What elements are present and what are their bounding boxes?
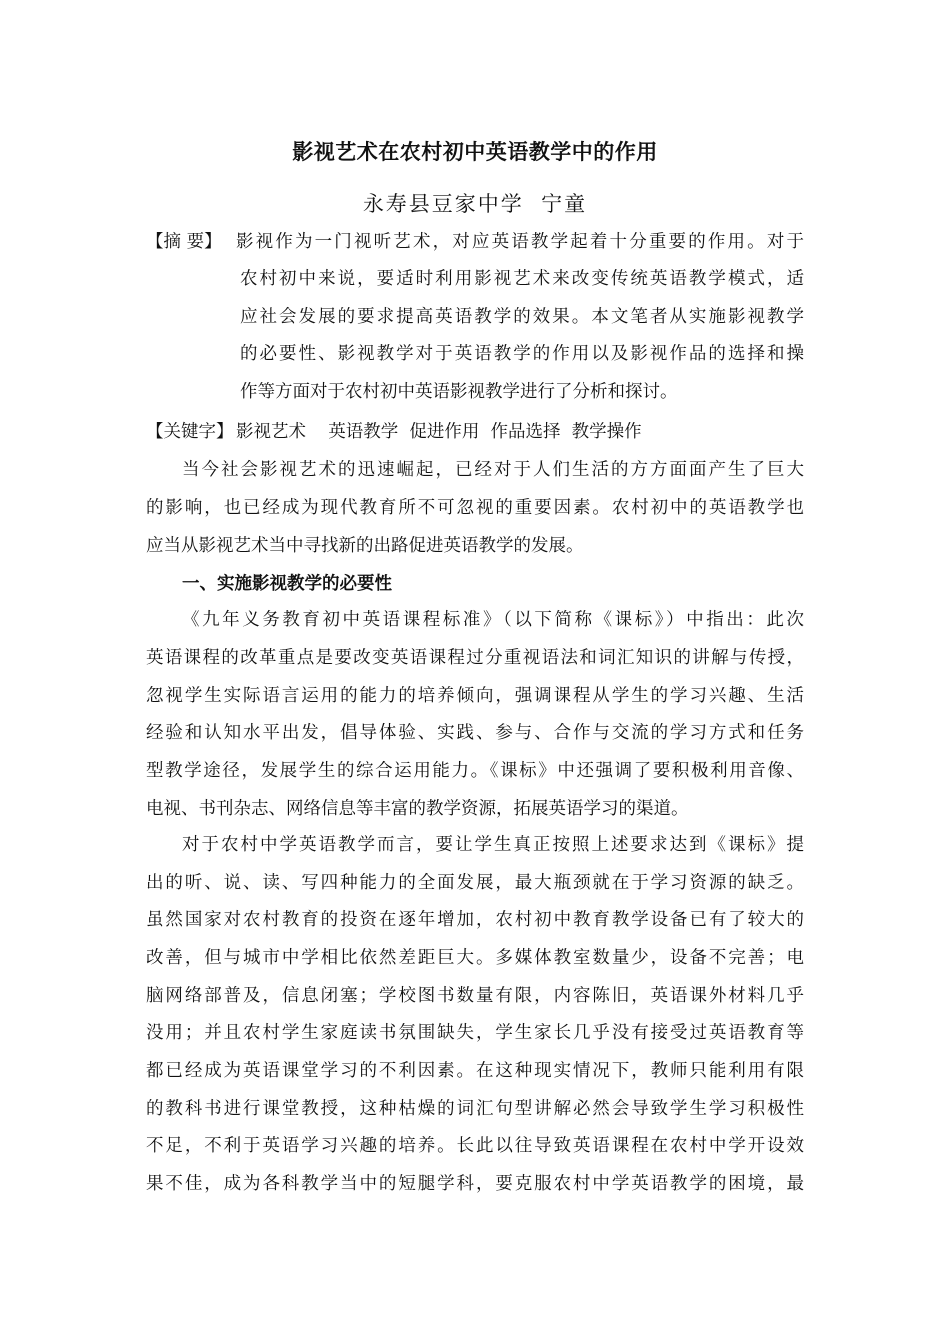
abstract-label: 【摘 要】 <box>146 232 222 252</box>
document-title: 影视艺术在农村初中英语教学中的作用 <box>292 140 658 164</box>
para2-line-3: 虽然国家对农村教育的投资在逐年增加，农村初中教育教学设备已有了较大的 <box>146 910 804 930</box>
para1-line-5: 型教学途径，发展学生的综合运用能力。《课标》中还强调了要积极利用音像、 <box>146 761 804 781</box>
para2-line-8: 的教科书进行课堂教授，这种枯燥的词汇句型讲解必然会导致学生学习积极性 <box>146 1099 804 1119</box>
para2-line-9: 不足，不利于英语学习兴趣的培养。长此以往导致英语课程在农村中学开设效 <box>146 1136 804 1156</box>
abstract-line-5: 作等方面对于农村初中英语影视教学进行了分析和探讨。 <box>240 382 678 402</box>
para2-line-2: 出的听、说、读、写四种能力的全面发展，最大瓶颈就在于学习资源的缺乏。 <box>146 873 804 893</box>
abstract-line-2: 农村初中来说，要适时利用影视艺术来改变传统英语教学模式，适 <box>240 269 804 289</box>
para2-line-1: 对于农村中学英语教学而言，要让学生真正按照上述要求达到《课标》提 <box>182 835 804 855</box>
abstract-line-1: 影视作为一门视听艺术，对应英语教学起着十分重要的作用。对于 <box>236 232 804 252</box>
para2-line-5: 脑网络部普及，信息闭塞；学校图书数量有限，内容陈旧，英语课外材料几乎 <box>146 986 804 1006</box>
para2-line-6: 没用；并且农村学生家庭读书氛围缺失，学生家长几乎没有接受过英语教育等 <box>146 1023 804 1043</box>
para1-line-4: 经验和认知水平出发，倡导体验、实践、参与、合作与交流的学习方式和任务 <box>146 723 804 743</box>
para1-line-2: 英语课程的改革重点是要改变英语课程过分重视语法和词汇知识的讲解与传授， <box>146 648 804 668</box>
para1-line-6: 电视、书刊杂志、网络信息等丰富的教学资源，拓展英语学习的渠道。 <box>146 799 689 819</box>
keywords-label: 【关键字】 <box>146 422 234 442</box>
para2-line-7: 都已经成为英语课堂学习的不利因素。在这种现实情况下，教师只能利用有限 <box>146 1061 804 1081</box>
intro-line-2: 的影响，也已经成为现代教育所不可忽视的重要因素。农村初中的英语教学也 <box>146 498 804 518</box>
para2-line-10: 果不佳，成为各科教学当中的短腿学科，要克服农村中学英语教学的困境，最 <box>146 1174 804 1194</box>
abstract-line-3: 应社会发展的要求提高英语教学的效果。本文笔者从实施影视教学 <box>240 307 804 327</box>
author-line: 永寿县豆家中学 宁童 <box>362 192 588 216</box>
keywords-text: 影视艺术 英语教学 促进作用 作品选择 教学操作 <box>236 422 642 442</box>
para1-line-3: 忽视学生实际语言运用的能力的培养倾向，强调课程从学生的学习兴趣、生活 <box>146 686 804 706</box>
section-heading: 一、实施影视教学的必要性 <box>182 574 392 594</box>
abstract-line-4: 的必要性、影视教学对于英语教学的作用以及影视作品的选择和操 <box>240 344 804 364</box>
para1-line-1: 《九年义务教育初中英语课程标准》（以下简称《课标》）中指出：此次 <box>182 610 804 630</box>
intro-line-3: 应当从影视艺术当中寻找新的出路促进英语教学的发展。 <box>146 536 584 556</box>
para2-line-4: 改善，但与城市中学相比依然差距巨大。多媒体教室数量少，设备不完善；电 <box>146 948 804 968</box>
intro-line-1: 当今社会影视艺术的迅速崛起，已经对于人们生活的方方面面产生了巨大 <box>182 460 804 480</box>
